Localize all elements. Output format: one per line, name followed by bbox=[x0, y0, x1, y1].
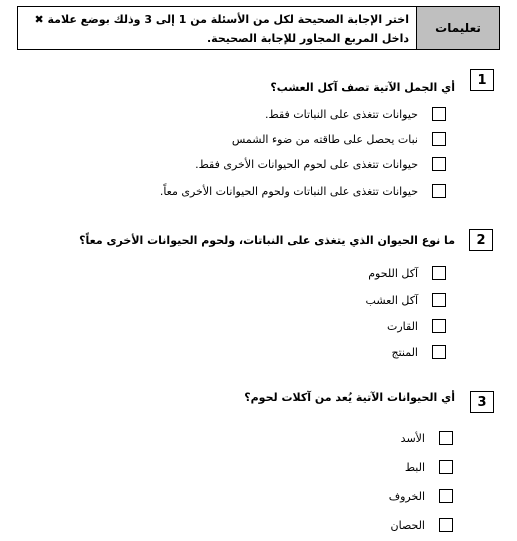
question-2-option-4[interactable] bbox=[391, 342, 446, 362]
option-label: حيوانات تتغذى على النباتات ولحوم الحيوانات الأخرى معاً. bbox=[159, 184, 418, 198]
question-2-number: 2 bbox=[469, 229, 493, 251]
checkbox[interactable] bbox=[432, 132, 446, 146]
checkbox[interactable] bbox=[432, 266, 446, 280]
checkbox[interactable] bbox=[439, 518, 453, 532]
option-label: آكل اللحوم bbox=[368, 266, 418, 280]
checkbox[interactable] bbox=[439, 431, 453, 445]
checkbox[interactable] bbox=[439, 460, 453, 474]
option-label: البط bbox=[404, 460, 425, 474]
instructions-box bbox=[17, 6, 500, 50]
question-3-number: 3 bbox=[470, 391, 494, 413]
question-2-text: ما نوع الحيوان الذي يتغذى على النباتات، ولحوم الحيوانات الأخرى معاً؟ bbox=[79, 234, 455, 247]
checkbox[interactable] bbox=[439, 489, 453, 503]
question-1-option-4[interactable] bbox=[160, 181, 446, 201]
option-label: الخروف bbox=[388, 489, 425, 503]
option-label: حيوانات تتغذى على النباتات فقط. bbox=[265, 107, 418, 121]
option-label: القارت bbox=[387, 319, 418, 333]
option-label: الأسد bbox=[400, 431, 425, 445]
question-1-option-1[interactable] bbox=[265, 104, 446, 124]
question-3-option-4[interactable] bbox=[391, 515, 453, 535]
checkbox[interactable] bbox=[432, 157, 446, 171]
checkbox[interactable] bbox=[432, 345, 446, 359]
option-label: نبات يحصل على طاقته من ضوء الشمس bbox=[231, 132, 418, 146]
question-2-option-2[interactable] bbox=[366, 290, 446, 310]
instructions-text: اختر الإجابة الصحيحة لكل من الأسئلة من 1 إلى 3 وذلك بوضع علامة ✖ داخل المربع المجاور للإجابة الصحيحة. bbox=[34, 13, 409, 45]
checkbox[interactable] bbox=[432, 184, 446, 198]
option-label: الحصان bbox=[390, 518, 425, 532]
question-3-text: أي الحيوانات الآتية يُعد من آكلات لحوم؟ bbox=[244, 391, 455, 404]
checkbox[interactable] bbox=[432, 319, 446, 333]
question-1-number: 1 bbox=[470, 69, 494, 91]
question-1-text: أي الجمل الآتية تصف آكل العشب؟ bbox=[270, 81, 455, 94]
question-2-option-3[interactable] bbox=[387, 316, 446, 336]
checkbox[interactable] bbox=[432, 107, 446, 121]
option-label: المنتج bbox=[391, 345, 418, 359]
question-3-option-3[interactable] bbox=[389, 486, 453, 506]
question-3-option-1[interactable] bbox=[401, 428, 453, 448]
question-3-option-2[interactable] bbox=[405, 457, 453, 477]
instructions-label: تعليمات bbox=[416, 7, 499, 49]
checkbox[interactable] bbox=[432, 293, 446, 307]
option-label: حيوانات تتغذى على لحوم الحيوانات الأخرى فقط. bbox=[195, 157, 418, 171]
question-1-option-3[interactable] bbox=[195, 154, 446, 174]
question-2-option-1[interactable] bbox=[368, 263, 446, 283]
option-label: آكل العشب bbox=[365, 293, 418, 307]
question-1-option-2[interactable] bbox=[232, 129, 446, 149]
